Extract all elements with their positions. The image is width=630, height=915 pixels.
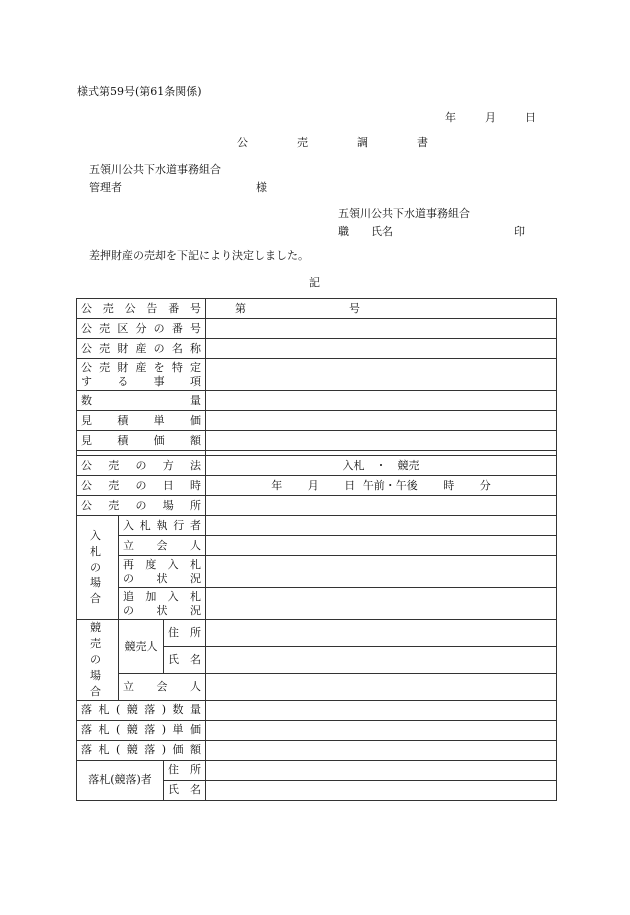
estimated-price-label: 見積価額 [77, 431, 206, 451]
bid-executor-label: 入札執行者 [119, 516, 206, 536]
row-property-name [77, 339, 557, 359]
rebid-value [206, 556, 557, 588]
winner-label: 落札(競落)者 [77, 760, 164, 800]
row-method [77, 456, 557, 476]
auctioneer-address-label: 住所 [164, 620, 206, 647]
bid-case-text: 入札の場合 [90, 528, 105, 606]
rebid-label [119, 556, 206, 588]
estimated-unit-price-label: 見積単価 [77, 411, 206, 431]
row-auctioneer-address [77, 620, 557, 647]
date-line [445, 112, 536, 123]
sender-name-label: 氏名 [371, 225, 393, 238]
auction-case-label [77, 620, 119, 701]
rebid-line2: の状況 [123, 571, 201, 585]
row-notice-number [77, 299, 557, 319]
addbid-line2: の状況 [123, 603, 201, 617]
form-number: 様式第59号(第61条関係) [77, 85, 202, 98]
estimated-price-value [206, 431, 557, 451]
date-year: 年 [445, 111, 456, 124]
datetime-value [206, 476, 557, 496]
row-auction-witness [77, 673, 557, 700]
dt-hour: 時 [443, 478, 455, 492]
place-value [206, 496, 557, 516]
notice-number-label: 公売公告番号 [77, 299, 206, 319]
row-estimated-unit-price [77, 411, 557, 431]
winning-unit-price-value [206, 720, 557, 740]
specifying-items-line1: 公売財産を特定 [81, 360, 201, 374]
addressee-position: 管理者 [89, 181, 122, 194]
dt-month: 月 [307, 478, 319, 492]
notice-number-value [206, 299, 557, 319]
row-rebid [77, 556, 557, 588]
winner-name-label: 氏名 [164, 780, 206, 800]
row-estimated-price [77, 431, 557, 451]
specifying-items-label [77, 359, 206, 391]
winning-unit-price-label: 落札(競落)単価 [77, 720, 206, 740]
winning-quantity-label: 落札(競落)数量 [77, 700, 206, 720]
row-winning-unit-price [77, 720, 557, 740]
auction-witness-value [206, 673, 557, 700]
auction-witness-label: 立会人 [119, 673, 206, 700]
date-month: 月 [485, 111, 496, 124]
bid-witness-label: 立会人 [119, 536, 206, 556]
quantity-value [206, 391, 557, 411]
dt-minute: 分 [479, 478, 491, 492]
row-addbid [77, 588, 557, 620]
winning-price-value [206, 740, 557, 760]
auctioneer-name-label: 氏名 [164, 646, 206, 673]
sender-org: 五領川公共下水道事務組合 [338, 207, 470, 220]
notice-number-prefix: 第 [235, 301, 246, 315]
property-name-value [206, 339, 557, 359]
sender-title: 職 [338, 225, 349, 238]
method-label: 公売の方法 [77, 456, 206, 476]
row-datetime [77, 476, 557, 496]
row-winning-price [77, 740, 557, 760]
quantity-label: 数量 [77, 391, 206, 411]
row-bid-executor [77, 516, 557, 536]
auctioneer-label: 競売人 [119, 620, 164, 674]
dt-ampm: 午前・午後 [362, 478, 418, 492]
rebid-line1: 再度入札 [123, 557, 201, 571]
place-label: 公売の場所 [77, 496, 206, 516]
auction-record-table [76, 298, 557, 801]
row-category-number [77, 319, 557, 339]
auctioneer-address-value [206, 620, 557, 647]
specifying-items-line2: する事項 [81, 374, 201, 388]
date-day: 日 [525, 111, 536, 124]
winner-address-value [206, 760, 557, 780]
dt-day: 日 [344, 478, 356, 492]
bid-case-label [77, 516, 119, 620]
row-place [77, 496, 557, 516]
winning-quantity-value [206, 700, 557, 720]
winner-address-label: 住所 [164, 760, 206, 780]
document-title: 公 売 調 書 [237, 136, 447, 149]
statement-text: 差押財産の売却を下記により決定しました。 [89, 249, 309, 262]
row-quantity [77, 391, 557, 411]
dt-year: 年 [271, 478, 283, 492]
auction-case-text: 競売の場合 [90, 621, 105, 698]
category-number-value [206, 319, 557, 339]
seal-mark: 印 [514, 225, 525, 238]
winning-price-label: 落札(競落)価額 [77, 740, 206, 760]
datetime-label: 公売の日時 [77, 476, 206, 496]
row-bid-witness [77, 536, 557, 556]
row-winner-address [77, 760, 557, 780]
addbid-label [119, 588, 206, 620]
auctioneer-name-value [206, 646, 557, 673]
row-winning-quantity [77, 700, 557, 720]
addbid-line1: 追加入札 [123, 589, 201, 603]
specifying-items-value [206, 359, 557, 391]
category-number-label: 公売区分の番号 [77, 319, 206, 339]
bid-executor-value [206, 516, 557, 536]
property-name-label: 公売財産の名称 [77, 339, 206, 359]
addressee-org: 五領川公共下水道事務組合 [89, 163, 221, 176]
ki-heading: 記 [309, 276, 320, 289]
addbid-value [206, 588, 557, 620]
winner-name-value [206, 780, 557, 800]
notice-number-suffix: 号 [349, 301, 360, 315]
method-value: 入札 ・ 競売 [206, 456, 557, 476]
bid-witness-value [206, 536, 557, 556]
estimated-unit-price-value [206, 411, 557, 431]
row-specifying-items [77, 359, 557, 391]
addressee-honorific: 様 [256, 181, 267, 194]
